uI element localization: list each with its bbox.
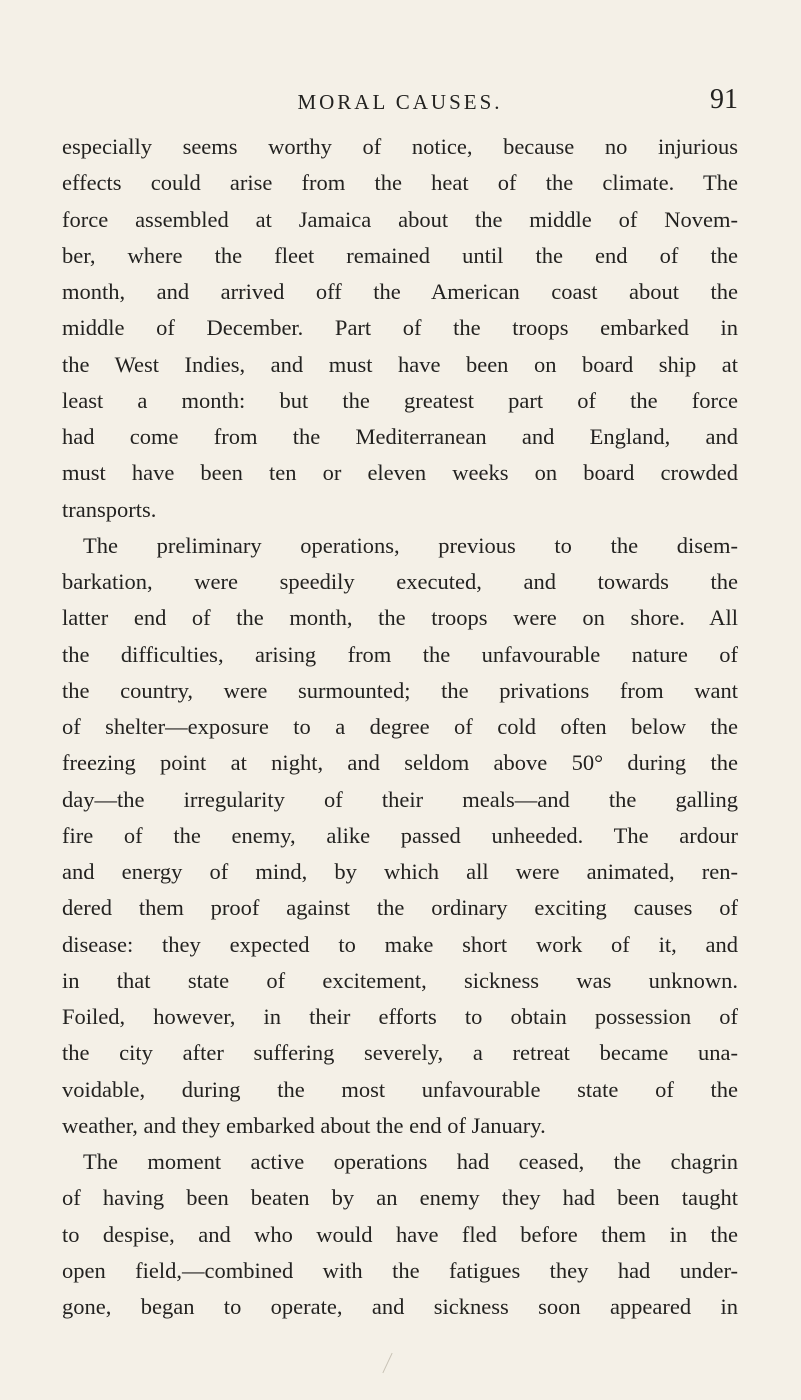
body-text [62, 129, 738, 1325]
text-line: disease: they expected to make short work of it, and [62, 931, 738, 957]
text-line: of shelter—exposure to a degree of cold often below the [62, 714, 738, 739]
text-line: freezing point at night, and seldom above 50° during the [62, 750, 738, 776]
text-line: must have been ten or eleven weeks on board crowded [62, 460, 738, 486]
chapter-title: MORAL CAUSES. [297, 90, 503, 114]
paper-speck [382, 1353, 392, 1373]
text-line: voidable, during the most unfavourable state of the [62, 1076, 738, 1102]
text-line: the city after suffering severely, a retreat became una- [62, 1040, 738, 1066]
text-line: fire of the enemy, alike passed unheeded. The ardour [62, 822, 738, 848]
text-line: to despise, and who would have fled before them in the [62, 1221, 738, 1247]
text-line: of having been beaten by an enemy they had been taught [62, 1185, 738, 1211]
text-line: in that state of excitement, sickness was unknown. [62, 967, 738, 993]
text-line: The moment active operations had ceased, the chagrin [83, 1149, 738, 1174]
text-line: the West Indies, and must have been on board ship at [62, 351, 738, 377]
text-line: effects could arise from the heat of the climate. The [62, 170, 738, 196]
text-line: gone, began to operate, and sickness soon appeared in [62, 1294, 738, 1319]
page-number: 91 [710, 84, 738, 115]
text-line: month, and arrived off the American coast about the [62, 279, 738, 304]
text-line: the country, were surmounted; the privations from want [62, 677, 738, 703]
text-line: barkation, were speedily executed, and towards the [62, 569, 738, 594]
text-line: latter end of the month, the troops were on shore. All [62, 605, 738, 631]
text-line: ber, where the fleet remained until the end of the [62, 242, 738, 268]
text-line: the difficulties, arising from the unfavourable nature of [62, 641, 738, 667]
text-line: day—the irregularity of their meals—and the galling [62, 786, 738, 812]
text-line: weather, and they embarked about the end of January. [62, 1112, 546, 1138]
text-line: dered them proof against the ordinary exciting causes of [62, 895, 738, 921]
text-line: force assembled at Jamaica about the middle of Novem- [62, 206, 738, 232]
text-line: especially seems worthy of notice, because no injurious [62, 134, 738, 159]
text-line: The preliminary operations, previous to the disem- [83, 532, 738, 558]
running-head [62, 84, 738, 124]
text-line: least a month: but the greatest part of the force [62, 387, 738, 413]
text-line: and energy of mind, by which all were animated, ren- [62, 859, 738, 884]
text-line: middle of December. Part of the troops embarked in [62, 315, 738, 341]
text-line: transports. [62, 496, 157, 522]
text-line: had come from the Mediterranean and England, and [62, 424, 738, 449]
text-line: Foiled, however, in their efforts to obtain possession of [62, 1004, 738, 1029]
text-line: open field,—combined with the fatigues they had under- [62, 1257, 738, 1283]
